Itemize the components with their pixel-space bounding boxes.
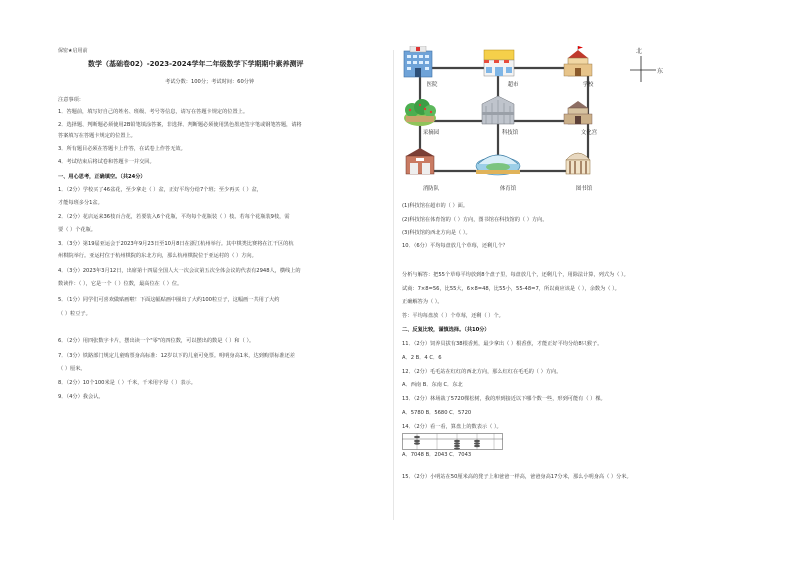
- secret-label: 保密★启用前: [58, 48, 88, 54]
- question-line: 3．（3分）第19届亚运会于2023年9月23日至10月8日在浙江杭州举行。其中棋类比赛将在江干区的杭: [58, 241, 294, 247]
- question-line: 试商：7×8=56，比55大，6×8=48，比55小，55-48=7，所以商应该是（ ），余数为（ ）。: [402, 286, 620, 292]
- hospital-icon: [404, 46, 432, 77]
- question-line: 才能每班多分1盆。: [58, 200, 103, 206]
- building-label-cultural-palace: 文化宫: [580, 130, 598, 136]
- column-divider: [393, 50, 394, 520]
- exam-title: 数学（基础卷02）-2023-2024学年二年级数学下学期期中素养测评: [88, 60, 304, 68]
- question-line: 分析与解答：把55个草莓平均放到8个盘子里，每盘放几个，还剩几个，用除法计算，列式为（ ）。: [402, 272, 629, 278]
- question-line: 10．（6分）平均每盘放几个草莓，还剩几个？: [402, 243, 508, 249]
- question-line: (1)科技馆在超市的（ ）面。: [402, 203, 469, 209]
- section2-heading: 二、反复比较，谨慎选择。（共10分）: [402, 327, 490, 333]
- fire-station-icon: [406, 148, 434, 174]
- question-line: 4．（3分）2023年3月12日，出席第十四届全国人大一次会议第五次全体会议的代表有2948人，横线上的: [58, 268, 301, 274]
- question-line: 12．（2分）毛毛站在红红的西北方向，那么红红在毛毛的（ ）方向。: [402, 369, 562, 375]
- choice-line: A．西南 B．东南 C．东北: [402, 382, 463, 388]
- building-label-hospital: 医院: [426, 82, 438, 88]
- note-item: 1．答题前，填写好自己的姓名、班级、考号等信息，请写在答题卡规定的位置上。: [58, 109, 249, 115]
- choice-line: A．2 B．4 C．6: [402, 355, 442, 361]
- note-item: 2．选择题、判断题必须使用2B铅笔填涂答案，非选择、判断题必须使用黑色墨迹签字笔或钢笔答题，请将: [58, 122, 302, 128]
- question-line: 6．（2分）用四张数字卡片，摆出读一个"零"的四位数，可以摆出的数是（ ）和（ ）。: [58, 338, 255, 344]
- map-figure: [398, 46, 678, 198]
- stadium-icon: [476, 155, 520, 175]
- choice-line: A．7048 B．2043 C．7043: [402, 452, 472, 458]
- choice-line: A．5780 B．5680 C．5720: [402, 410, 472, 416]
- question-line: （ ）粒豆子。: [58, 311, 91, 317]
- compass-icon: [630, 56, 656, 82]
- building-label-orchard: 采摘园: [422, 130, 440, 136]
- question-line: 7．（3分）铁路部门规定儿童购票身高标准：12岁以下的儿童可免票。明明身高1米，达到购票标准还差: [58, 353, 295, 359]
- question-line: 14．（2分）看一看，算盘上的数表示（ ）。: [402, 424, 502, 430]
- building-label-school: 学校: [582, 82, 594, 88]
- note-item: 3．所有题目必须在答题卡上作答，在试卷上作答无效。: [58, 146, 186, 152]
- compass-east-label: 东: [657, 68, 664, 75]
- school-icon: [564, 46, 592, 76]
- question-line: 8．（2分）10个100米是（ ）千米，千米用字母（ ）表示。: [58, 380, 196, 386]
- question-line: 13．（2分）林场栽了5720棵松树，我的形到接近以下哪个数一些，形到可能有（ ）棵。: [402, 396, 606, 402]
- building-label-fire-station: 消防队: [422, 186, 440, 192]
- abacus-icon: [402, 433, 512, 451]
- question-line: 答：平均每盘放（ ）个草莓，还剩（ ）个。: [402, 313, 504, 319]
- orchard-icon: [404, 99, 436, 126]
- question-line: (3)科技馆的西北方向是（ ）。: [402, 230, 471, 236]
- building-label-science-museum: 科技馆: [501, 130, 519, 136]
- question-line: 15．（2分）小明站在50厘米高的凳子上和爸爸一样高，爸爸身高17分米，那么小明身高（ ）分米。: [402, 474, 632, 480]
- question-line: 9．（4分）我会认。: [58, 394, 104, 400]
- question-line: 要（ ）个花瓶。: [58, 227, 96, 233]
- compass-north-label: 北: [636, 48, 643, 55]
- question-line: 州棋院举行。亚运村位于杭州棋院的东北方向，那么杭州棋院位于亚运村的（ ）方向。: [58, 253, 257, 259]
- question-line: (2)科技馆在体育馆的（ ）方向，图书馆在科技馆的（ ）方向。: [402, 217, 548, 223]
- note-item: 答案填写在答题卡规定的位置上。: [58, 133, 136, 139]
- question-line: 正确解答为（ ）。: [402, 299, 443, 305]
- science-museum-icon: [482, 96, 514, 124]
- question-line: 5．（1分）同学们可喜欢做贴画啦！下面这幅贴画中圈出了大约100粒豆子，这幅画一共用了大约: [58, 297, 280, 303]
- question-line: 11．（2分）饲养员拔有38根香蕉，最少拿出（ ）根香蕉，才能正好平均分给8只猴子。: [402, 341, 603, 347]
- question-line: （ ）厘米。: [58, 366, 86, 372]
- building-label-supermarket: 超市: [507, 82, 519, 88]
- question-line: 1．（2分）学校买了46盆花，至少拿走（ ）盆，正好平均分给7个班；至少再买（ ）盆，: [58, 187, 262, 193]
- notes-heading: 注意事项：: [58, 97, 84, 103]
- exam-meta: 考试分数：100分；考试时间：60分钟: [165, 79, 255, 85]
- question-line: 数读作：（ ），它是一个（ ）位数，最高位在（ ）位。: [58, 281, 183, 287]
- library-icon: [566, 153, 590, 174]
- question-line: 2．（2分）花店运来36枝百合花，若要装入6个花瓶，平均每个花瓶装（ ）枝。若每个花瓶装9枝，需: [58, 214, 290, 220]
- section1-heading: 一、用心思考，正确填空。（共24分）: [58, 174, 146, 180]
- building-label-stadium: 体育馆: [499, 186, 517, 192]
- note-item: 4．考试结束后将试卷和答题卡一并交回。: [58, 159, 155, 165]
- supermarket-icon: [484, 50, 514, 76]
- building-label-library: 图书馆: [575, 186, 593, 192]
